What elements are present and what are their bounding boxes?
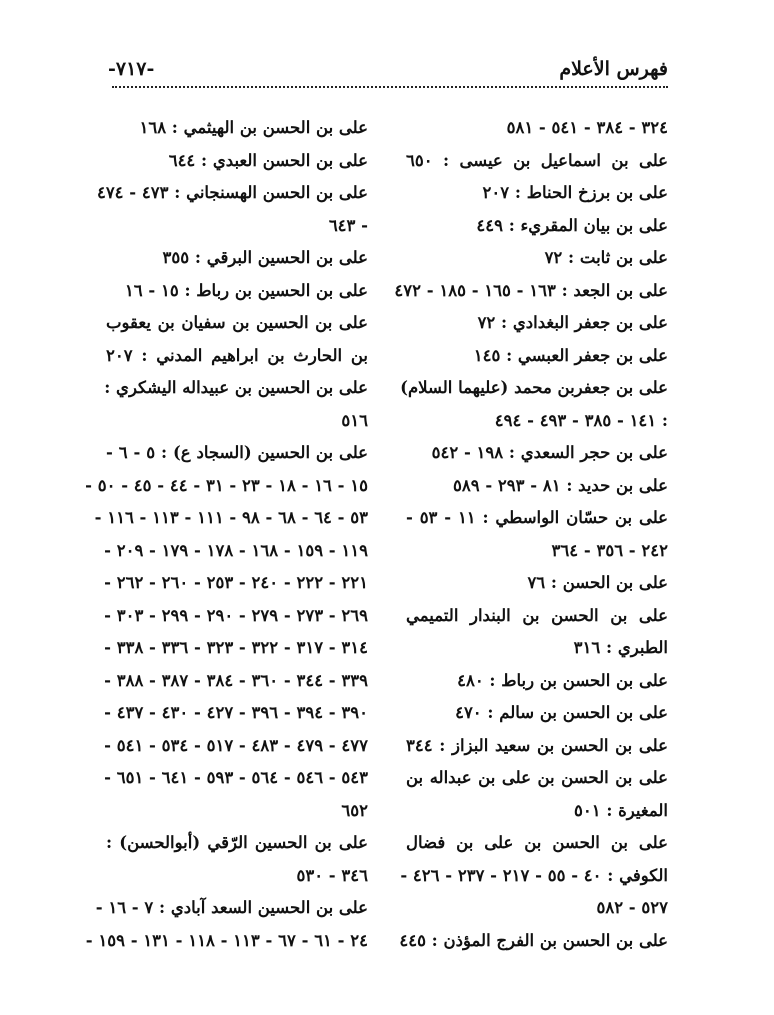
index-entry-line: على بن الحسين السعد آبادي : ٧ - ١٦ - [95,898,368,917]
index-entry-line: على بن برزخ الحناط : ٢٠٧ [482,183,668,202]
index-entry-line: على بن الحسن بن على بن عبداله بن [406,768,668,787]
index-entry-line: ٥٣ - ٦٤ - ٦٨ - ٩٨ - ١١١ - ١١٣ - ١١٦ - [94,508,368,527]
index-entry-line: ١٥ - ١٦ - ١٨ - ٢٣ - ٣١ - ٤٤ - ٤٥ - ٥٠ - [85,475,368,495]
header-dotted-rule [112,86,668,88]
page-title: فهرس الأعلام [559,58,668,80]
index-entry-line: على بن الحسن : ٧٦ [527,573,668,592]
index-entry-line: على بن حديد : ٨١ - ٢٩٣ - ٥٨٩ [452,475,668,495]
index-entry-line: على بن جعفر البغدادي : ٧٢ [477,313,668,332]
index-entry-line: على بن الحسن بن على بن فضال [406,833,668,852]
index-entry-line: بن الحارث بن ابراهيم المدني : ٢٠٧ [106,345,368,365]
index-entry-line: على بن الحسن بن سالم : ٤٧٠ [455,703,668,722]
index-entry-line: على بن اسماعيل بن عيسى : ٦٥٠ [406,150,668,170]
left-column [85,112,369,957]
index-entry-line: على بن الحسن بن رباط : ٤٨٠ [457,670,668,690]
index-entry-line: ٥٢٧ - ٥٨٢ [596,898,668,917]
index-entry-line: على بن حجر السعدي : ١٩٨ - ٥٤٢ [431,443,668,462]
index-entry-line: المغيرة : ٥٠١ [573,800,668,820]
page-header [108,58,668,84]
index-entry-line: ٢٤٢ - ٣٥٦ - ٣٦٤ [551,540,668,560]
index-entry-line: الطبري : ٣١٦ [573,638,668,657]
index-entry-line: ٣٢٤ - ٣٨٤ - ٥٤١ - ٥٨١ [506,118,668,137]
index-entry-line: على بن الحسن بن الفرج المؤذن : ٤٤٥ [399,930,668,950]
index-entry-line: ٢٦٩ - ٢٧٣ - ٢٧٩ - ٢٩٠ - ٢٩٩ - ٣٠٣ - [104,605,368,625]
index-entry-line: ٤٧٧ - ٤٧٩ - ٤٨٣ - ٥١٧ - ٥٣٤ - ٥٤١ - [104,735,368,755]
index-entry-line: ٣١٤ - ٣١٧ - ٣٢٢ - ٣٢٣ - ٣٣٦ - ٣٣٨ - [104,638,368,657]
index-entry-line: ٣٩٠ - ٣٩٤ - ٣٩٦ - ٤٢٧ - ٤٣٠ - ٤٣٧ - [104,703,368,722]
index-entry-line: : ١٤١ - ٣٨٥ - ٤٩٣ - ٤٩٤ [494,410,668,430]
index-entry-line: على بن الحسن بن سعيد البزاز : ٣٤٤ [406,735,668,755]
index-entry-line: على بن بيان المقريء : ٤٤٩ [476,215,668,235]
index-entry-line: ٥١٦ [341,410,368,430]
index-entry-line: ١١٩ - ١٥٩ - ١٦٨ - ١٧٨ - ١٧٩ - ٢٠٩ - [104,540,368,560]
index-entry-line: ٢٢١ - ٢٢٢ - ٢٤٠ - ٢٥٣ - ٢٦٠ - ٢٦٢ - [104,573,368,592]
index-entry-line: على بن الحسن بن البندار التميمي [406,605,668,625]
index-entry-line: على بن حسّان الواسطي : ١١ - ٥٣ - [406,508,669,527]
index-entry-line: على بن جعفر العبسي : ١٤٥ [473,345,668,365]
index-entry-line: الكوفي : ٤٠ - ٥٥ - ٢١٧ - ٢٣٧ - ٤٢٦ - [400,865,668,885]
index-entry-line: على بن الحسين بن عبيداله اليشكري : [104,378,368,397]
index-entry-line: على بن جعفربن محمد (عليهما السلام) [400,378,668,397]
index-entry-line: على بن الحسين (السجاد ع) : ٥ - ٦ - [106,443,369,462]
index-entry-line: ٢٤ - ٦١ - ٦٧ - ١١٣ - ١١٨ - ١٣١ - ١٥٩ - [85,930,368,950]
index-entry-line: ٦٥٢ [341,800,368,820]
page-number: -٧١٧- [108,58,155,80]
index-entry-line: ٥٤٣ - ٥٤٦ - ٥٦٤ - ٥٩٣ - ٦٤١ - ٦٥١ - [104,768,368,787]
index-entry-line: - ٦٤٣ [328,215,368,235]
index-entry-line: على بن الجعد : ١٦٣ - ١٦٥ - ١٨٥ - ٤٧٢ [394,280,668,300]
index-entry-line: على بن الحسن بن الهيثمي : ١٦٨ [139,118,368,137]
index-entry-line: على بن الحسن الهسنجاني : ٤٧٣ - ٤٧٤ [96,183,368,202]
index-entry-line: على بن الحسن العبدي : ٦٤٤ [168,150,368,170]
index-entry-line: ٣٣٩ - ٣٤٤ - ٣٦٠ - ٣٨٤ - ٣٨٧ - ٣٨٨ - [104,670,368,690]
index-entry-line: ٣٤٦ - ٥٣٠ [296,865,368,885]
index-entry-line: على بن الحسين البرقي : ٣٥٥ [162,248,368,267]
index-entry-line: على بن ثابت : ٧٢ [544,248,668,267]
index-entry-line: على بن الحسين بن سفيان بن يعقوب [106,313,368,332]
right-column [394,112,669,957]
index-entry-line: على بن الحسين بن رباط : ١٥ - ١٦ [124,280,368,300]
index-entry-line: على بن الحسين الرّقي (أبوالحسن) : [106,833,368,852]
